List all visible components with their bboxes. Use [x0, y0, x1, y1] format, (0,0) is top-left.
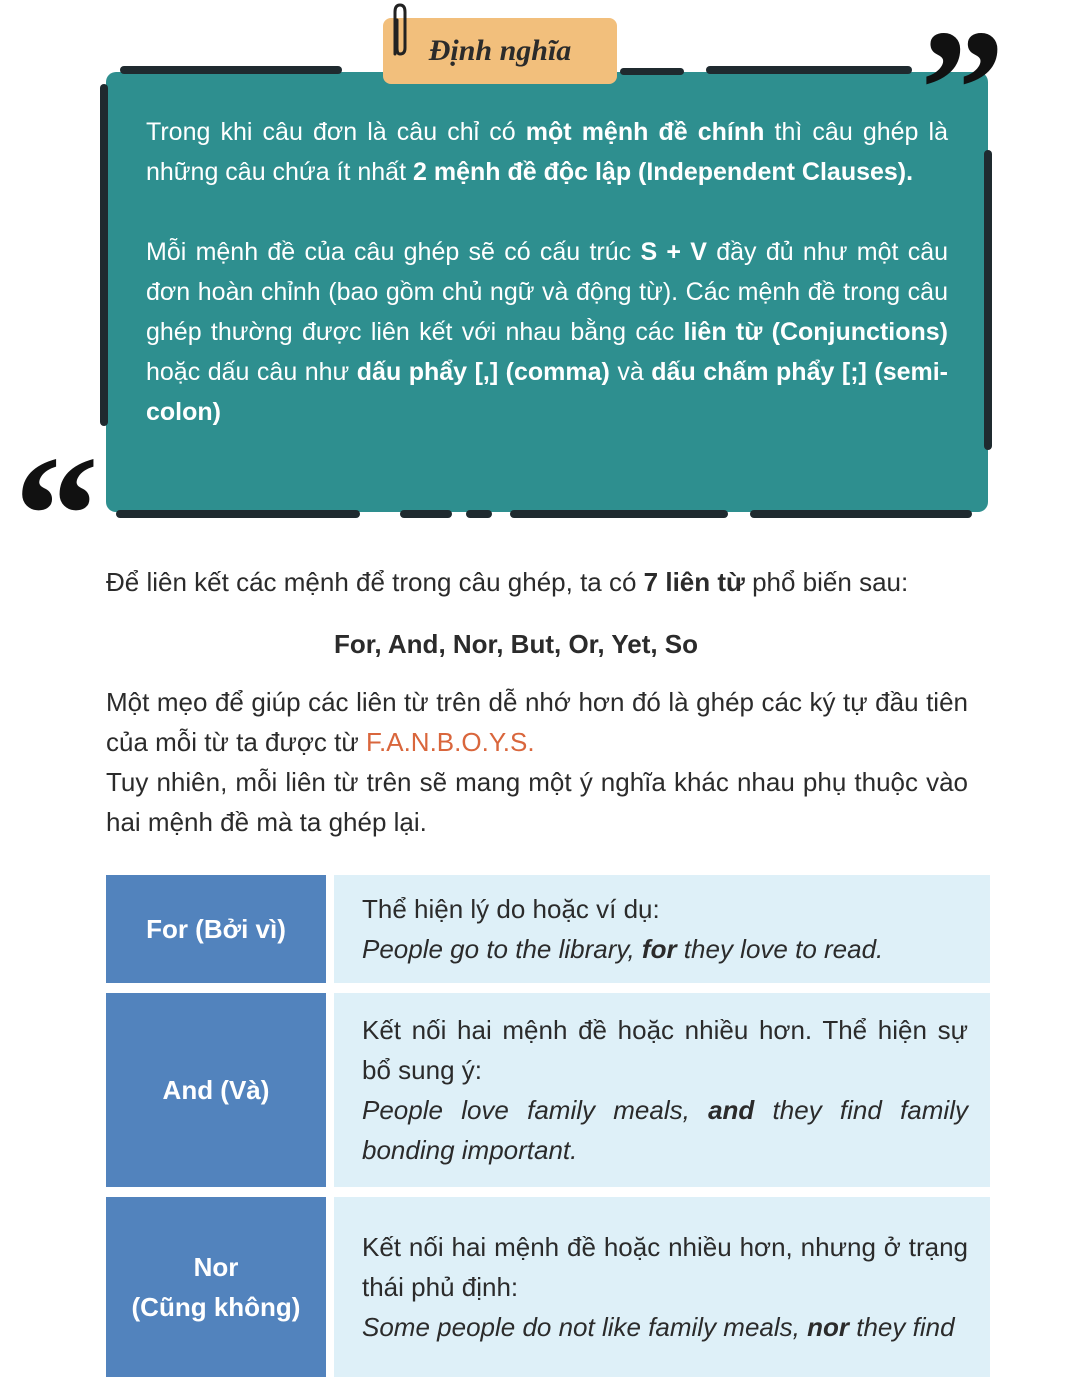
text-bold: 2 mệnh đề độc lập (Independent Clauses). [412, 158, 914, 186]
term-label: For (Bởi vì) [146, 914, 286, 944]
definition-paragraph-2 [146, 232, 948, 432]
closing-quote-icon: ” [920, 0, 1005, 183]
text-run: Mỗi mệnh đề của câu ghép sẽ có cấu trúc [146, 238, 641, 266]
frame-dash [750, 510, 972, 518]
term-label: And (Và) [162, 1075, 270, 1105]
term-label: (Cũng không) [131, 1292, 301, 1322]
description-cell [334, 993, 990, 1187]
text-bold: S + V [640, 238, 707, 266]
text-run: People go to the library, [362, 934, 642, 964]
text-run: hoặc dấu câu như [146, 358, 357, 386]
text-bold: 7 liên từ [643, 567, 745, 597]
text-run: phổ biến sau: [744, 567, 909, 597]
text-run: they find family bonding important. [362, 1095, 968, 1165]
text-run: Some people do not like family meals, [362, 1312, 808, 1342]
example-text [362, 1307, 968, 1347]
text-bold: dấu chấm phẩy [;] (semi-colon) [146, 358, 948, 426]
text-run: thì câu ghép là những câu chứa ít nhất [146, 118, 948, 186]
text-run: và [609, 358, 652, 386]
paperclip-icon [387, 2, 413, 62]
text-run: đầy đủ như một câu đơn hoàn chỉnh (bao gồm chủ ngữ và động từ). Các mệnh đề trong câu ghép thường được liên kết với nhau bằng các [146, 238, 949, 346]
text-run: Để liên kết các mệnh để trong câu ghép, ta có [106, 567, 644, 597]
frame-dash [120, 66, 342, 74]
description-cell [334, 1197, 990, 1377]
intro-text [106, 562, 986, 602]
text-run: Trong khi câu đơn là câu chỉ có [146, 118, 526, 146]
fanboys-acronym: F.A.N.B.O.Y.S. [366, 727, 535, 757]
text-bold: for [641, 934, 677, 964]
table-row [106, 993, 990, 1187]
text-run: People love family meals, [362, 1095, 709, 1125]
definition-tag-label: Định nghĩa [428, 34, 572, 67]
text-run: Một mẹo để giúp các liên từ trên dễ nhớ hơn đó là ghép các ký tự đầu tiên của mỗi từ ta được từ [106, 687, 968, 757]
text-bold: and [708, 1095, 755, 1125]
term-label: Nor [193, 1252, 239, 1282]
text-bold: nor [807, 1312, 850, 1342]
frame-dash [984, 150, 992, 450]
definition-text [146, 112, 948, 432]
term-cell [106, 1197, 326, 1377]
frame-dash [400, 510, 452, 518]
frame-dash [706, 66, 912, 74]
frame-dash [116, 510, 360, 518]
definition-tag [383, 18, 617, 84]
description-text: Thể hiện lý do hoặc ví dụ: [362, 894, 660, 924]
frame-dash [466, 510, 492, 518]
tip-paragraph-2: Tuy nhiên, mỗi liên từ trên sẽ mang một ý nghĩa khác nhau phụ thuộc vào hai mệnh đề mà ta ghép lại. [106, 767, 968, 837]
term-cell [106, 993, 326, 1187]
text-bold: liên từ (Conjunctions) [683, 318, 948, 346]
opening-quote-icon: “ [14, 421, 99, 609]
frame-dash [510, 510, 728, 518]
frame-dash [620, 68, 684, 75]
table-row [106, 1197, 990, 1377]
text-bold: một mệnh đề chính [525, 118, 765, 146]
definition-paragraph-1 [146, 112, 948, 192]
description-cell [334, 875, 990, 983]
example-text [362, 1090, 968, 1170]
text-run: they love to read. [676, 934, 884, 964]
description-text: Kết nối hai mệnh đề hoặc nhiều hơn. Thể hiện sự bổ sung ý: [362, 1015, 968, 1085]
tip-paragraph-1 [106, 682, 968, 762]
description-text: Kết nối hai mệnh đề hoặc nhiều hơn, nhưng ở trạng thái phủ định: [362, 1232, 968, 1302]
table-row [106, 875, 990, 983]
term-cell [106, 875, 326, 983]
mnemonic-tip [106, 682, 968, 842]
example-text [362, 929, 968, 969]
text-run: they find [849, 1312, 955, 1342]
conjunction-list: For, And, Nor, But, Or, Yet, So [333, 629, 699, 659]
text-bold: dấu phẩy [,] (comma) [356, 358, 610, 386]
frame-dash [100, 84, 108, 426]
